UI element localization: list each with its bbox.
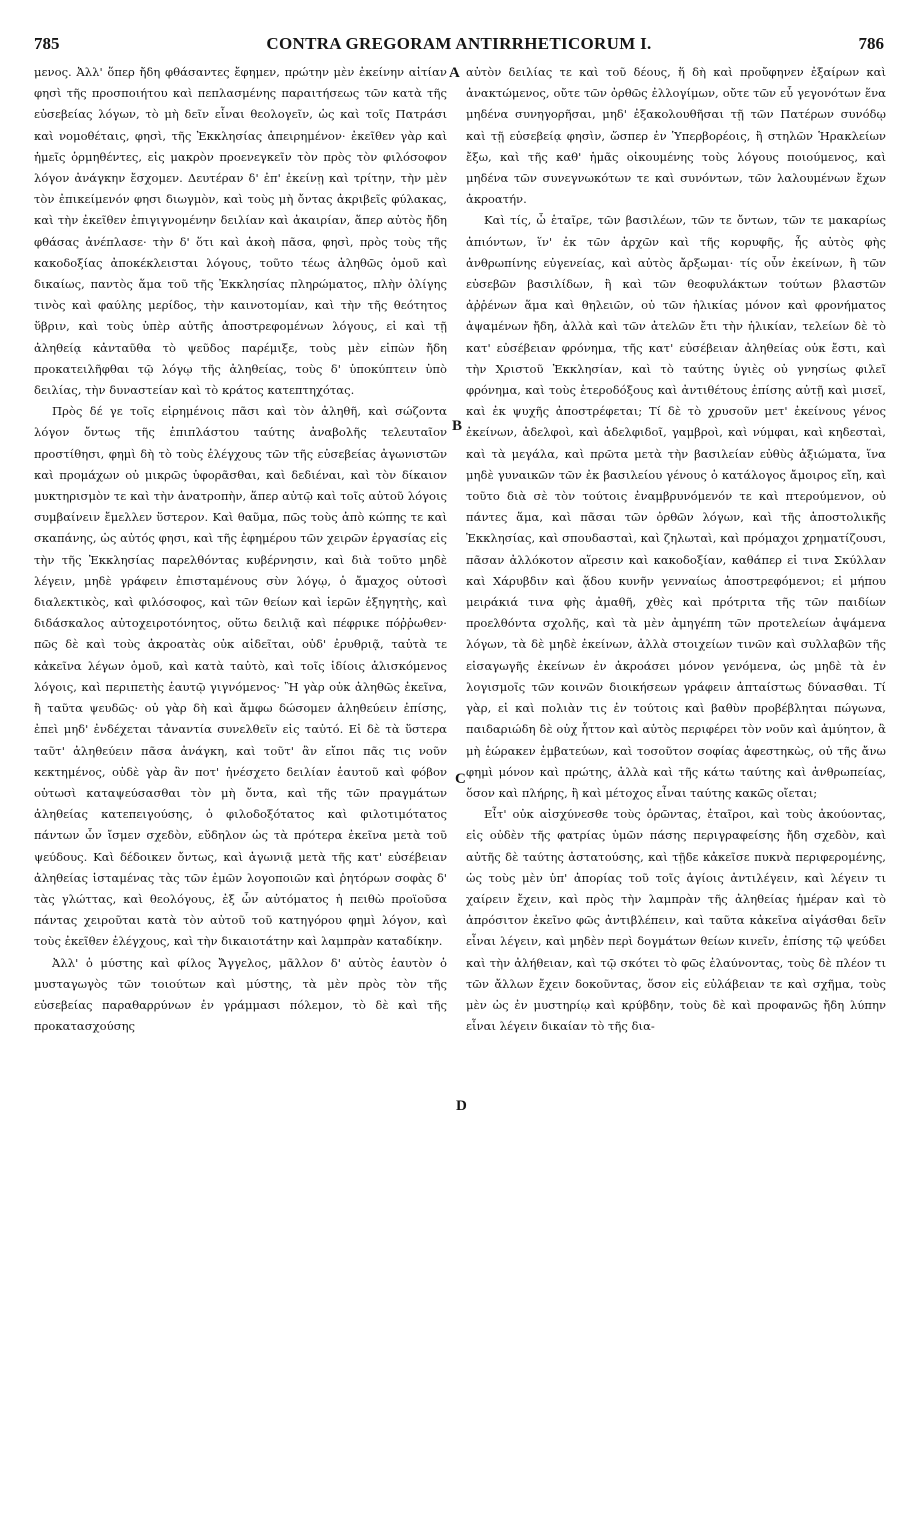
paragraph: μενος. Ἀλλ' ὅπερ ἤδη φθάσαντες ἔφημεν, πρώτην μὲν ἐκείνην αἰτίαν φησὶ τῆς προσποιήτου καὶ πεπλασμένης παραιτήσεως τῶν κατὰ τῆς εὐσεβείας λόγων, τὸ μὴ δεῖν εἶναι θεολογεῖν, ὡς καὶ τοῖς Πατράσι καὶ νομοθέταις, φησὶ, τῆς Ἐκκλησίας ἀπειρημένον· ἐκεῖθεν γὰρ καὶ ἡμεῖς ὁρμηθέντες, εἰς μακρὸν προενεγκεῖν τὸν πρὸς τὸν φιλόσοφον λόγον ἀνάγκην ἔσχομεν. Δευτέραν δ' ἐπ' ἐκείνῃ καὶ τρίτην, τὴν μὲν τὸν ἐπικείμενόν φησι διωγμὸν, καὶ τοὺς μὴ ὄντας ἀκριβεῖς φύλακας, καὶ τὴν ἐκεῖθεν ἐπιγιγνομένην δειλίαν καὶ ἀκαιρίαν, ἅπερ αὐτὸς ἤδη φθάσας ἀνέπλασε· τὴν δ' ὅτι καὶ ἀκοὴ πᾶσα, φησὶ, πρὸς τοὺς τῆς κακοδοξίας ἀποκέκλεισται λόγους, τοῦτο τέως ἀληθῶς ὁμοῦ καὶ δικαίως, παντὸς ἅμα τοῦ τῆς Ἐκκλησίας πληρώματος, πλὴν ὀλίγης τινὸς καὶ φαύλης μερίδος, τὴν καινοτομίαν, καὶ τὴν τῆς θεότητος ὕβριν, καὶ τοὺς ὑπὲρ αὐτῆς ἀποστρεφομένων λόγους, εἰ καὶ τῇ ἀληθείᾳ κἀνταῦθα τὸ ψεῦδος παρέμιξε, τοὺς μὲν εἰπὼν ἤδη προκατειλῆφθαι τῷ λόγῳ τῆς ἀληθείας, τοὺς δ' ὑποκύπτειν ὑπὸ δειλίας, τὴν δυναστείαν καὶ τὸ κράτος κατεπτηχότας. bbox=[34, 65, 447, 398]
section-marker-a: A bbox=[449, 65, 460, 81]
paragraph: Ἀλλ' ὁ μύστης καὶ φίλος Ἄγγελος, μᾶλλον δ' αὐτὸς ἑαυτὸν ὁ μυσταγωγὸς τῶν τοιούτων καὶ μύστης, τὰ μὲν πρὸς τὸν τῆς εὐσεβείας παραθαρρύνων ἐν γράμμασι πόλεμον, τὸ δὲ καὶ τῆς προκατασχούσης bbox=[34, 955, 447, 1034]
left-column bbox=[34, 62, 447, 1530]
running-head: CONTRA GREGORAM ANTIRRHETICORUM I. bbox=[266, 34, 652, 53]
paragraph: Πρὸς δέ γε τοῖς εἰρημένοις πᾶσι καὶ τὸν ἀληθῆ, καὶ σώζοντα λόγον ὄντως τῆς ἐπιπλάστου ταύτης ἀναβολῆς τελευταῖον προστίθησι, φημὶ δὴ τὸ τοὺς ἐλέγχους τῶν τῆς εὐσεβείας ἀγωνιστῶν καὶ προμάχων οὐ μικρῶς ὑφορᾶσθαι, καὶ δεδιέναι, καὶ τὸν δίκαιον μυκτηρισμὸν τε καὶ τὴν ἀνατροπὴν, ἅπερ αὐτῷ καὶ τοῖς αὐτοῦ λόγοις συμβαίνειν ἔμελλεν ὕστερον. Καὶ θαῦμα, πῶς τοὺς ἀπὸ κώπης τε καὶ σκαπάνης, ὡς αὐτός φησι, καὶ τῆς ἐφημέρου τῶν χειρῶν ἐργασίας εἰς τὴν τῆς Ἐκκλησίας παρελθόντας κυβέρνησιν, καὶ διὰ τοῦτο μηδὲ λέγειν, μηδὲ γράφειν ἐπισταμένους σὺν λόγῳ, ὁ ἄμαχος οὑτοσὶ διαλεκτικὸς, καὶ φιλόσοφος, καὶ τῶν θείων καὶ ἱερῶν ἐξηγητὴς, καὶ διδάσκαλος αὐτοχειροτόνητος, οὕτω δειλιᾷ καὶ πέφρικε πόῤῥωθεν· πῶς δὲ καὶ τοὺς ἀκροατὰς οὐκ αἰδεῖται, οὐδ' ἐρυθριᾷ, ταὐτὰ τε κἀκεῖνα λέγων ὁμοῦ, καὶ κατὰ ταὐτὸ, καὶ τοῖς ἰδίοις ἁλισκόμενος λόγοις, καὶ περιπετὴς ἑαυτῷ γιγνόμενος· Ἢ γὰρ οὐκ ἀληθῶς ἐκεῖνα, ἢ ταῦτα ψευδῶς· οὐ γὰρ δὴ καὶ ἄμφω δώσομεν ἀληθεύειν ἐπίσης, ἐπεὶ μηδ' ἐνδέχεται τἀναντία συνελθεῖν εἰς ταὐτό. Εἰ δὲ τὰ ὕστερα ταῦτ' ἀληθεύειν πᾶσα ἀνάγκη, καὶ τοῦτ' ἂν εἴποι πᾶς τις νοῦν κεκτημένος, οὐδὲ γὰρ ἂν ποτ' ἠνέσχετο δειλίαν ἑαυτοῦ καὶ φόβον οὑτωσὶ καταψεύσασθαι τὸν μὴ ὄντα, καὶ τῆς τῶν πραγμάτων ἀληθείας κατεπειγούσης, ὁ φιλοδοξότατος καὶ φιλοτιμότατος πάντων ὧν ἴσμεν σχεδὸν, εὔδηλον ὡς τὰ πρότερα ἐκεῖνα μετὰ τοῦ ψεύδους. Καὶ δέδοικεν ὄντως, καὶ ἀγωνιᾷ μετὰ τῆς κατ' εὐσέβειαν ἀληθείας ἱσταμένας τὰς τῶν ἐμῶν λογοποιῶν καὶ ῥητόρων σοφὰς δ' τὰς γλώττας, καὶ θεολόγους, ἐξ ὧν αὐτόματος ἡ πειθὼ προϊοῦσα πάντας χειροῦται κατὰ τὸν αὐτοῦ τοῦ κατηγόρου φημὶ λόγον, καὶ τοὺς ἐκεῖθεν ἐλέγχους, καὶ τὴν δικαιοτάτην καὶ λαμπρὰν καταδίκην. bbox=[34, 404, 447, 949]
section-marker-b: B bbox=[452, 418, 463, 434]
right-column bbox=[466, 62, 886, 1530]
paragraph: Καὶ τίς, ὦ ἑταῖρε, τῶν βασιλέων, τῶν τε ὄντων, τῶν τε μακαρίως ἀπιόντων, ἵν' ἐκ τῶν ἀρχῶν καὶ τῆς κορυφῆς, ἧς αὐτὸς φὴς ἀνθρωπίνης εὐγενείας, καὶ αὐτὸς ἄρξωμαι· τίς οὖν ἐκείνων, ἢ τῶν εὐσεβῶν βασιλίδων, ἢ καὶ τῶν θεοφυλάκτων τούτων βλαστῶν ἀῤῥένων ἅμα καὶ θηλειῶν, οὐ τῶν ἡλικίας μόνον καὶ φρονήματος ἀψαμένων ἤδη, ἀλλὰ καὶ τῶν ἀτελῶν ἔτι τὴν ἡλικίαν, τελείων δὲ τὸ κατ' εὐσέβειαν φρόνημα, τῆς κατ' εὐσέβειαν ἀληθείας οὐκ ἔστι, καὶ τὴν Χριστοῦ Ἐκκλησίαν, καὶ τὸ ταύτης ὑγιὲς οὐ γνησίως φιλεῖ φρόνημα, καὶ τοὺς ἑτεροδόξους καὶ ἀντιθέτους ἐπίσης αὐτῇ καὶ μισεῖ, καὶ ἐκ ψυχῆς ἀποστρέφεται; Τί δὲ τὸ χρυσοῦν μετ' ἐκείνους γένος ἐκείνων, ἀδελφοὶ, καὶ ἀδελφιδοῖ, γαμβροὶ, καὶ νύμφαι, καὶ κηδεσταὶ, καὶ τὰ μεγάλα, καὶ πρῶτα μετὰ τὴν βασιλείαν εὐθὺς ἀξιώματα, ἵνα μηδὲ γυναικῶν τῶν ἐκ βασιλείου γένους ὁ κατάλογος ἄμοιρος εἴη, καὶ τοῦτο διὰ σὲ τὸν τούτοις ἐναμβρυνόμενόν τε καὶ πτερούμενον, οὐ πάντες ἅμα, καὶ πᾶσαι τῶν ὀρθῶν λόγων, καὶ τῆς ἀποστολικῆς Ἐκκλησίας, καὶ σπουδασταὶ, καὶ ζηλωταὶ, καὶ πρόμαχοι χρηματίζουσι, πᾶσαν ἀλλόκοτον αἵρεσιν καὶ κακοδοξίαν, καθάπερ εἰ τινα Σκύλλαν καὶ Χάρυβδιν καὶ ᾅδου κυνῆν γενναίως ἀποστρεφόμενοι; εἰ μήπου μειράκιά τινα φὴς ἀμαθῆ, χθὲς καὶ πρότριτα τῆς τῶν παιδίων προελθόντα σχολῆς, καὶ τὰ μὲν ἀμηγέπη τῶν προτελείων ἀψάμενα λόγων, τὰ δὲ μηδὲ ἐκείνων, ἀλλὰ στοιχείων τινῶν καὶ συλλαβῶν τῆς εἰσαγωγῆς ἐκείνων ἐν ἀκροάσει μόνον γενόμενα, ὡς μηδὲ τὰ ἐν λογισμοῖς τῶν κοινῶν διοικήσεων γράφειν ἀπταίστως δύνασθαι. Τί γὰρ, εἰ καὶ πολιὰν τις ἐν τούτοις καὶ βαθὺν προβέβληται πώγωνα, παιδαριώδη δὲ οὐχ ἧττον καὶ αὐτὸς περιφέρει τὸν νοῦν καὶ ἀμύητον, ἃ μὴ ἑώρακεν ἐμβατεύων, καὶ τοσοῦτον σοφίας ἀφεστηκὼς, οὐ τῆς ἄνω φημὶ μόνον καὶ πρώτης, ἀλλὰ καὶ τῆς κάτω ταύτης καὶ ἀνθρωπείας, ὅσον καὶ πλήρης, ἢ καὶ μέτοχος εἶναι ταύτης κακῶς οἴεται; bbox=[466, 213, 886, 800]
page-number-right: 786 bbox=[858, 34, 884, 53]
paragraph: Εἶτ' οὐκ αἰσχύνεσθε τοὺς ὁρῶντας, ἐταῖροι, καὶ τοὺς ἀκούοντας, εἰς οὐδὲν τῆς φατρίας ὑμῶν πάσης περιγραφείσης ἤδη σχεδὸν, καὶ αὐτῆς δὲ ταύτης ἀστατούσης, καὶ τῇδε κἀκεῖσε πυκνὰ περιφερομένης, ὡς τοὺς μὲν ὑπ' ἀπορίας τοῦ τοῖς ἁγίοις ἀντιλέγειν, καὶ λέγειν τι χαίρειν ἔχειν, καὶ πρὸς τὴν λαμπρὰν τῆς ἀληθείας ἡμέραν καὶ τὸ ἀπρόσιτον ἐκεῖνο φῶς ἀντιβλέπειν, καὶ ταῦτα κἀκεῖνα αἰγάσθαι δεῖν εἶναι λέγειν, καὶ μηδὲν περὶ δογμάτων θείων κινεῖν, ἐπίσης τῷ ψεύδει καὶ τὴν ἀλήθειαν, καὶ τῷ σκότει τὸ φῶς ἐλαύνοντας, τοὺς δὲ πλέον τι τῶν ἄλλων ἔχειν δοκοῦντας, ὅσον εἰς εὐλάβειαν τε καὶ σχῆμα, τοὺς μὲν ὡς ἐν μυστηρίῳ καὶ κρύβδην, τοὺς δὲ καὶ προφανῶς ἤδη λύπην εἶναι λέγειν δικαίαν τὸ τῆς δια- bbox=[466, 807, 886, 1034]
page-header bbox=[34, 34, 884, 56]
page-number-left: 785 bbox=[34, 34, 60, 53]
section-marker-d: D bbox=[456, 1098, 467, 1114]
section-marker-c: C bbox=[455, 771, 466, 787]
paragraph: αὐτὸν δειλίας τε καὶ τοῦ δέους, ἥ δὴ καὶ προὔφηνεν ἐξαίρων καὶ ἀνακτώμενος, οὔτε τῶν ὀρθῶς ἐλλογίμων, οὔτε τῶν εὖ γεγονότων ἕνα μηδένα συνηγορῆσαι, μηδ' ἐξακολουθῆσαι τῇ τῶν Πατέρων συνόδῳ καὶ τῇ εὐσεβείᾳ φησὶν, ὥσπερ ἐν Ὑπερβορέοις, ἢ στηλῶν Ἡρακλείων ἔξω, καὶ τῆς καθ' ἡμᾶς οἰκουμένης τοὺς λόγους ποιούμενος, καὶ μηδένα τῶν συνεγνωκότων τε καὶ συνόντων, τῶν λαλουμένων ἔχων ἀκροατήν. bbox=[466, 65, 886, 207]
